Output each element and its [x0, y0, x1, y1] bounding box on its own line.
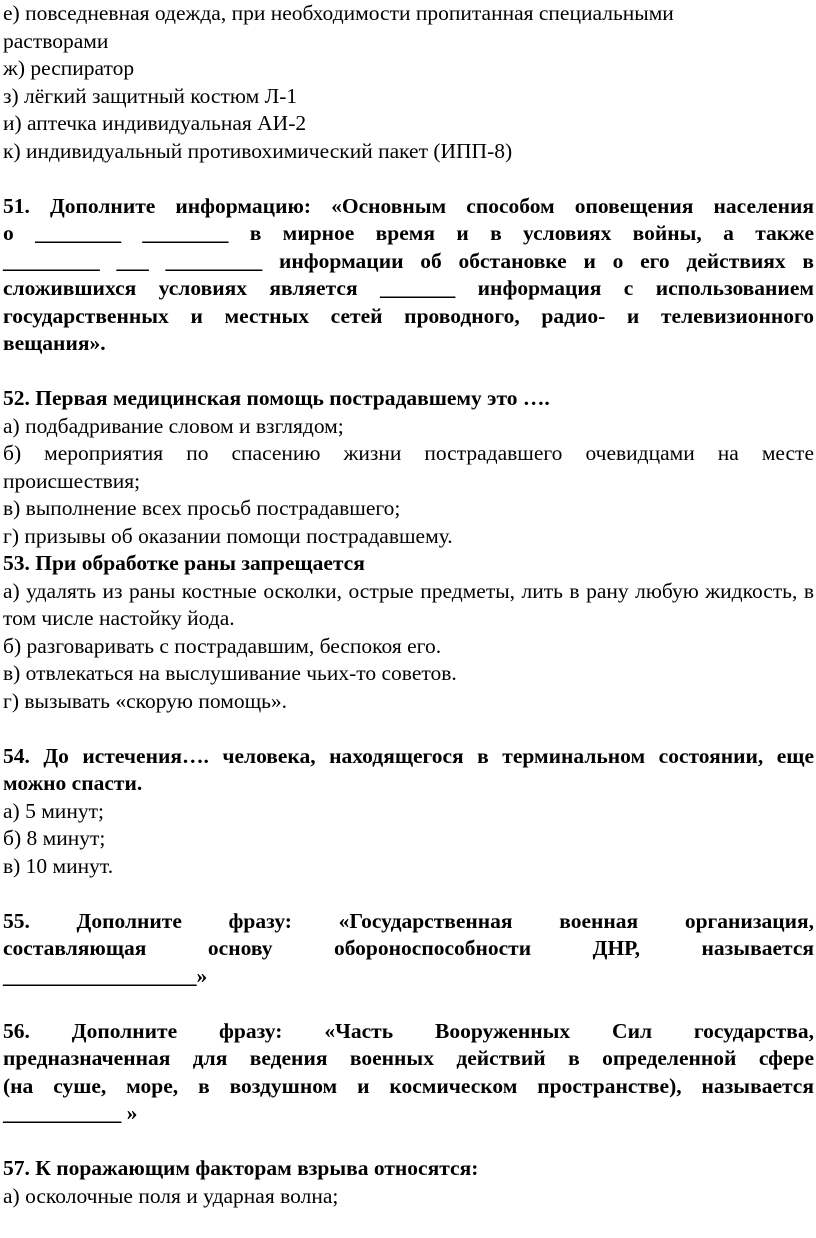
question-53: [3, 550, 814, 715]
question-54: [3, 743, 814, 881]
option-i: и) аптечка индивидуальная АИ-2: [3, 111, 307, 135]
question-55-line-2: составляющая основу обороноспособности ДНР, называется: [3, 936, 814, 960]
question-55-line-1: 55. Дополните фразу: «Государственная военная организация,: [3, 908, 814, 933]
question-52-option-d: г) призывы об оказании помощи пострадавшему.: [3, 523, 453, 548]
question-52-option-a: а) подбадривание словом и взглядом;: [3, 413, 344, 438]
question-53-option-a: а) удалять из раны костные осколки, острые предметы, лить в рану любую жидкость, в том числе настойку йода.: [3, 578, 814, 630]
question-51: [3, 193, 814, 358]
fill-blank: _______: [380, 276, 456, 300]
question-55: [3, 908, 814, 991]
fill-blank: ___________: [3, 1101, 122, 1125]
question-52-option-c: в) выполнение всех просьб пострадавшего;: [3, 496, 401, 520]
question-54-title: 54. До истечения…. человека, находящегося в терминальном состоянии, еще можно спасти.: [3, 743, 814, 795]
question-53-option-d: г) вызывать «скорую помощь».: [3, 688, 288, 713]
question-52-option-b: б) мероприятия по спасению жизни пострадавшего очевидцами на месте происшествия;: [3, 441, 814, 493]
question-54-option-b: б) 8 минут;: [3, 826, 106, 850]
option-e: е) повседневная одежда, при необходимости пропитанная специальными: [3, 1, 674, 25]
question-57-option-a: а) осколочные поля и ударная волна;: [3, 1183, 339, 1208]
fill-blank: __________________: [3, 963, 197, 988]
fill-blank: ________ ________: [35, 221, 229, 245]
option-e-continued: растворами: [3, 28, 109, 53]
option-zh: ж) респиратор: [3, 56, 135, 80]
question-57: [3, 1155, 814, 1210]
question-56-line-4: ___________ »: [3, 1101, 138, 1125]
question-55-line-3: __________________»: [3, 963, 208, 988]
question-52: [3, 385, 814, 550]
question-52-title: 52. Первая медицинская помощь пострадавшему это ….: [3, 386, 550, 410]
question-54-option-a: а) 5 минут;: [3, 798, 104, 823]
question-53-option-b: б) разговаривать с пострадавшим, беспокоя его.: [3, 633, 442, 658]
question-51-line-2: о ________ ________ в мирное время и в условиях войны, а также: [3, 221, 815, 245]
question-51-line-4: сложившихся условиях является _______ информация с использованием: [3, 276, 815, 300]
question-53-title: 53. При обработке раны запрещается: [3, 551, 365, 575]
question-51-line-5: государственных и местных сетей проводного, радио- и телевизионного: [3, 303, 814, 328]
question-51-line-3: _________ ___ _________ информации об обстановке и о его действиях в: [3, 248, 815, 273]
question-51-line-6: вещания».: [3, 331, 106, 355]
question-56-line-1: 56. Дополните фразу: «Часть Вооруженных Сил государства,: [3, 1018, 814, 1043]
option-z: з) лёгкий защитный костюм Л-1: [3, 83, 298, 108]
question-56-line-3: (на суше, море, в воздушном и космическом пространстве), называется: [3, 1073, 814, 1098]
previous-question-options: [3, 0, 814, 165]
question-53-option-c: в) отвлекаться на выслушивание чьих-то советов.: [3, 661, 457, 685]
question-56: [3, 1018, 814, 1128]
option-k: к) индивидуальный противохимический пакет (ИПП-8): [3, 138, 513, 163]
fill-blank: _________ ___ _________: [3, 248, 263, 273]
question-57-title: 57. К поражающим факторам взрыва относятся:: [3, 1156, 479, 1180]
question-56-line-2: предназначенная для ведения военных действий в определенной сфере: [3, 1046, 814, 1070]
question-54-option-c: в) 10 минут.: [3, 853, 114, 878]
question-51-line-1: 51. Дополните информацию: «Основным способом оповещения населения: [3, 193, 814, 218]
